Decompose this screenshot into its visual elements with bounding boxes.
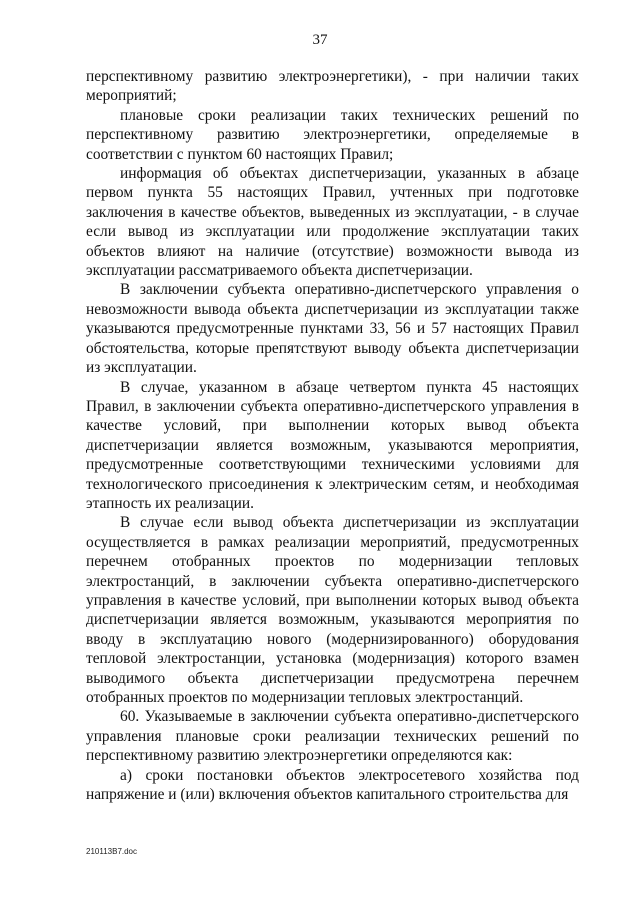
page-number: 37: [312, 32, 328, 48]
paragraph: информация об объектах диспетчеризации, указанных в абзаце первом пункта 55 настоящих Правил, учтенных при подготовке заключения в качестве объектов, выведенных из эксплуатации, - в случае если вывод из эксплуатации или продолжение эксплуатации таких объектов влияют на наличие (отсутствие) возможности вывода из эксплуатации рассматриваемого объекта диспетчеризации.: [86, 165, 579, 280]
paragraph: плановые сроки реализации таких технических решений по перспективному развитию электроэнергетики, определяемые в соответствии с пунктом 60 настоящих Правил;: [86, 106, 579, 163]
paragraph: В случае, указанном в абзаце четвертом пункта 45 настоящих Правил, в заключении субъекта оперативно-диспетчерского управления в качестве условий, при выполнении которых вывод объекта диспетчеризации является возможным, указываются мероприятия, предусмотренные соответствующими техническими условиями для технологического присоединения к электрическим сетям, и необходимая этапность их реализации.: [86, 378, 579, 512]
paragraph: 60. Указываемые в заключении субъекта оперативно-диспетчерского управления плановые сроки реализации технических решений по перспективному развитию электроэнергетики определяются как:: [86, 708, 579, 765]
paragraph: В заключении субъекта оперативно-диспетчерского управления о невозможности вывода объекта диспетчеризации из эксплуатации также указываются предусмотренные пунктами 33, 56 и 57 настоящих Правил обстоятельства, которые препятствуют выводу объекта диспетчеризации из эксплуатации.: [86, 281, 579, 377]
footer-file-code: 210113B7.doc: [86, 847, 138, 856]
paragraph: перспективному развитию электроэнергетики), - при наличии таких мероприятий;: [86, 68, 579, 105]
document-body: [86, 67, 579, 804]
paragraph: В случае если вывод объекта диспетчеризации из эксплуатации осуществляется в рамках реализации мероприятий, предусмотренных перечнем отобранных проектов по модернизации тепловых электростанций, в заключении субъекта оперативно-диспетчерского управления в качестве условий, при выполнении которых вывод объекта диспетчеризации является возможным, указываются мероприятия по вводу в эксплуатацию нового (модернизированного) оборудования тепловой электростанции, установка (модернизация) которого взамен выводимого объекта диспетчеризации предусмотрена перечнем отобранных проектов по модернизации тепловых электростанций.: [86, 514, 579, 706]
paragraph: а) сроки постановки объектов электросетевого хозяйства под напряжение и (или) включения объектов капитального строительства для: [86, 766, 579, 804]
